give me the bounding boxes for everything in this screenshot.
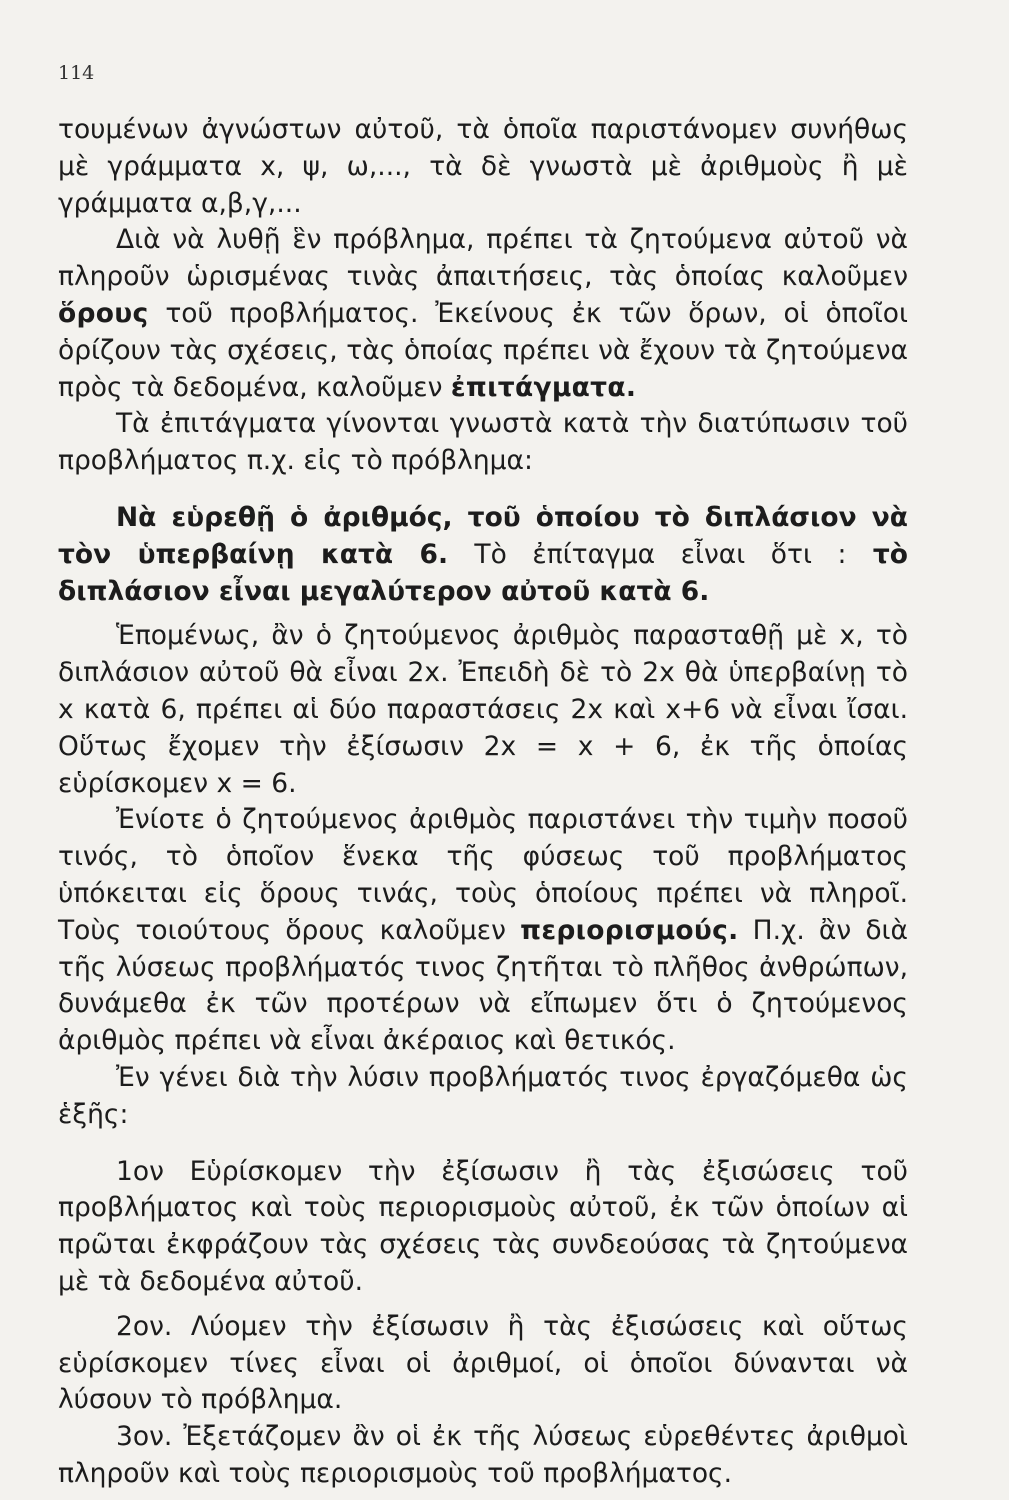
step-1: 1ον Εὑρίσκομεν τὴν ἐξίσωσιν ἢ τὰς ἐξισώσεις τοῦ προβλήματος καὶ τοὺς περιορισμοὺς αὐτοῦ, ἐκ τῶν ὁποίων αἱ πρῶται ἐκφράζουν τὰς σχέσεις τὰς συνδεούσας τὰ ζητούμενα μὲ τὰ δεδομένα αὐτοῦ. [58,1155,908,1297]
paragraph-1: τουμένων ἀγνώστων αὐτοῦ, τὰ ὁποῖα παριστάνομεν συνήθως μὲ γράμματα x, ψ, ω,..., τὰ δὲ γνωστὰ μὲ ἀριθμοὺς ἢ μὲ γράμματα α,β,γ,... [58,114,908,219]
step-2: 2ον. Λύομεν τὴν ἐξίσωσιν ἢ τὰς ἐξισώσεις καὶ οὕτως εὑρίσκομεν τίνες εἶναι οἱ ἀριθμοί, οἱ ὁποῖοι δύνανται νὰ λύσουν τὸ πρόβλημα. [58,1310,908,1416]
paragraph-4-text-b: Τὸ ἐπίταγμα εἶναι ὅτι : [474,538,847,570]
problem-statement: Νὰ εὑρεθῇ ὁ ἀριθμός, τοῦ ὁποίου τὸ διπλάσιον νὰ τὸν ὑπερβαίνῃ κατὰ 6. [58,501,908,570]
paragraph-6-text-c: Π.χ. ἂν διὰ τῆς λύσεως προβλήματός τινος ζητῆται τὸ πλῆθος ἀνθρώπων, δυνάμεθα ἐκ τῶν προτέρων νὰ εἴπωμεν ὅτι ὁ ζητούμενος ἀριθμὸς πρέπει νὰ εἶναι ἀκέραιος καὶ θετικός. [58,914,908,1057]
paragraph-7: Ἐν γένει διὰ τὴν λύσιν προβλήματός τινος ἐργαζόμεθα ὡς ἑξῆς: [58,1061,908,1130]
body-text [58,112,908,1493]
paragraph-3: Τὰ ἐπιτάγματα γίνονται γνωστὰ κατὰ τὴν διατύπωσιν τοῦ προβλήματος π.χ. εἰς τὸ πρόβλημα: [58,408,908,477]
paragraph-2-text-c: τοῦ προβλήματος. Ἐκείνους ἐκ τῶν ὅρων, οἱ ὁποῖοι ὁρίζουν τὰς σχέσεις, τὰς ὁποίας πρέπει νὰ ἔχουν τὰ ζητούμενα πρὸς τὰ δεδομένα, καλοῦμεν [58,297,908,403]
paragraph-2-text-a: Διὰ νὰ λυθῇ ἓν πρόβλημα, πρέπει τὰ ζητούμενα αὐτοῦ νὰ πληροῦν ὡρισμένας τινὰς ἀπαιτήσεις, τὰς ὁποίας καλοῦμεν [58,224,908,293]
term-epitagmata: ἐπιτάγματα. [450,371,637,403]
paragraph-5: Ἑπομένως, ἂν ὁ ζητούμενος ἀριθμὸς παρασταθῇ μὲ x, τὸ διπλάσιον αὐτοῦ θὰ εἶναι 2x. Ἐπειδὴ δὲ τὸ 2x θὰ ὑπερβαίνῃ τὸ x κατὰ 6, πρέπει αἱ δύο παραστάσεις 2x καὶ x+6 νὰ εἶναι ἴσαι. Οὕτως ἔχομεν τὴν ἐξίσωσιν 2x = x + 6, ἐκ τῆς ὁποίας εὑρίσκομεν x = 6. [58,620,908,799]
paragraph-6-text-a: Ἐνίοτε ὁ ζητούμενος ἀριθμὸς παριστάνει τὴν τιμὴν ποσοῦ τινός, τὸ ὁποῖον ἕνεκα τῆς φύσεως τοῦ προβλήματος ὑπόκειται εἰς ὅρους τινάς, τοὺς ὁποίους πρέπει νὰ πληροῖ. Τοὺς τοιούτους ὅρους καλοῦμεν [58,804,908,946]
step-3: 3ον. Ἐξετάζομεν ἂν οἱ ἐκ τῆς λύσεως εὑρεθέντες ἀριθμοὶ πληροῦν καὶ τοὺς περιορισμοὺς τοῦ προβλήματος. [58,1421,908,1489]
paragraph-4 [58,500,908,610]
paragraph-6 [58,802,908,1060]
paragraph-2 [58,222,908,406]
constraint-statement: τὸ διπλάσιον εἶναι μεγαλύτερον αὐτοῦ κατὰ 6. [58,538,908,607]
page-number: 114 [58,62,95,84]
term-periorismoi: περιορισμούς. [520,914,739,946]
term-horoi: ὅρους [58,297,149,329]
